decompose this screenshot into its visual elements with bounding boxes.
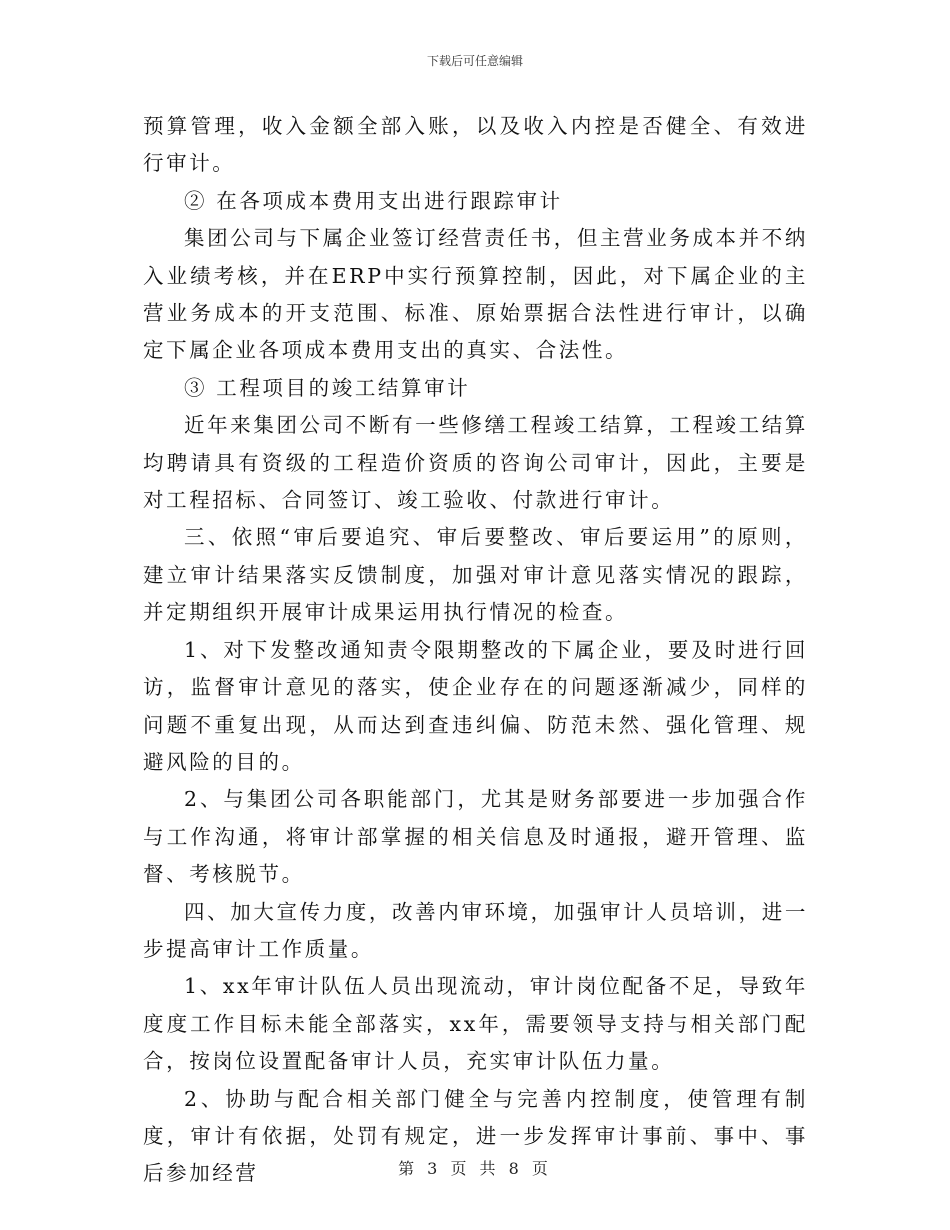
- paragraph: 四、加大宣传力度，改善内审环境，加强审计人员培训，进一步提高审计工作质量。: [143, 899, 808, 961]
- page-header: 下载后可任意编辑: [426, 54, 523, 68]
- paragraph: 集团公司与下属企业签订经营责任书，但主营业务成本并不纳入业绩考核，并在ERP中实行预算控制，因此，对下属企业的主营业务成本的开支范围、标准、原始票据合法性进行审计，以确定下属企业各项成本费用支出的真实、合法性。: [143, 226, 808, 363]
- paragraph: 1、xx年审计队伍人员出现流动，审计岗位配备不足，导致年度度工作目标未能全部落实，xx年，需要领导支持与相关部门配合，按岗位设置配备审计人员，充实审计队伍力量。: [143, 974, 808, 1074]
- paragraph: ③ 工程项目的竣工结算审计: [184, 375, 471, 400]
- paragraph: 1、对下发整改通知责令限期整改的下属企业，要及时进行回访，监督审计意见的落实，使企业存在的问题逐渐减少，同样的问题不重复出现，从而达到查违纠偏、防范未然、强化管理、规避风险的目的。: [143, 637, 808, 774]
- paragraph: 2、与集团公司各职能部门，尤其是财务部要进一步加强合作与工作沟通，将审计部掌握的相关信息及时通报，避开管理、监督、考核脱节。: [143, 787, 808, 887]
- paragraph: 2、协助与配合相关部门健全与完善内控制度，使管理有制度，审计有依据，处罚有规定，进一步发挥审计事前、事中、事后参加经营: [143, 1086, 808, 1186]
- document-body: [143, 108, 808, 1193]
- page-footer: 第 3 页 共 8 页: [398, 1159, 552, 1178]
- paragraph: 近年来集团公司不断有一些修缮工程竣工结算，工程竣工结算均聘请具有资级的工程造价资质的咨询公司审计，因此，主要是对工程招标、合同签订、竣工验收、付款进行审计。: [143, 413, 808, 513]
- paragraph: 预算管理，收入金额全部入账，以及收入内控是否健全、有效进行审计。: [143, 114, 808, 176]
- paragraph: ② 在各项成本费用支出进行跟踪审计: [184, 188, 563, 213]
- paragraph: 三、依照“审后要追究、审后要整改、审后要运用”的原则，建立审计结果落实反馈制度，加强对审计意见落实情况的跟踪，并定期组织开展审计成果运用执行情况的检查。: [143, 525, 808, 625]
